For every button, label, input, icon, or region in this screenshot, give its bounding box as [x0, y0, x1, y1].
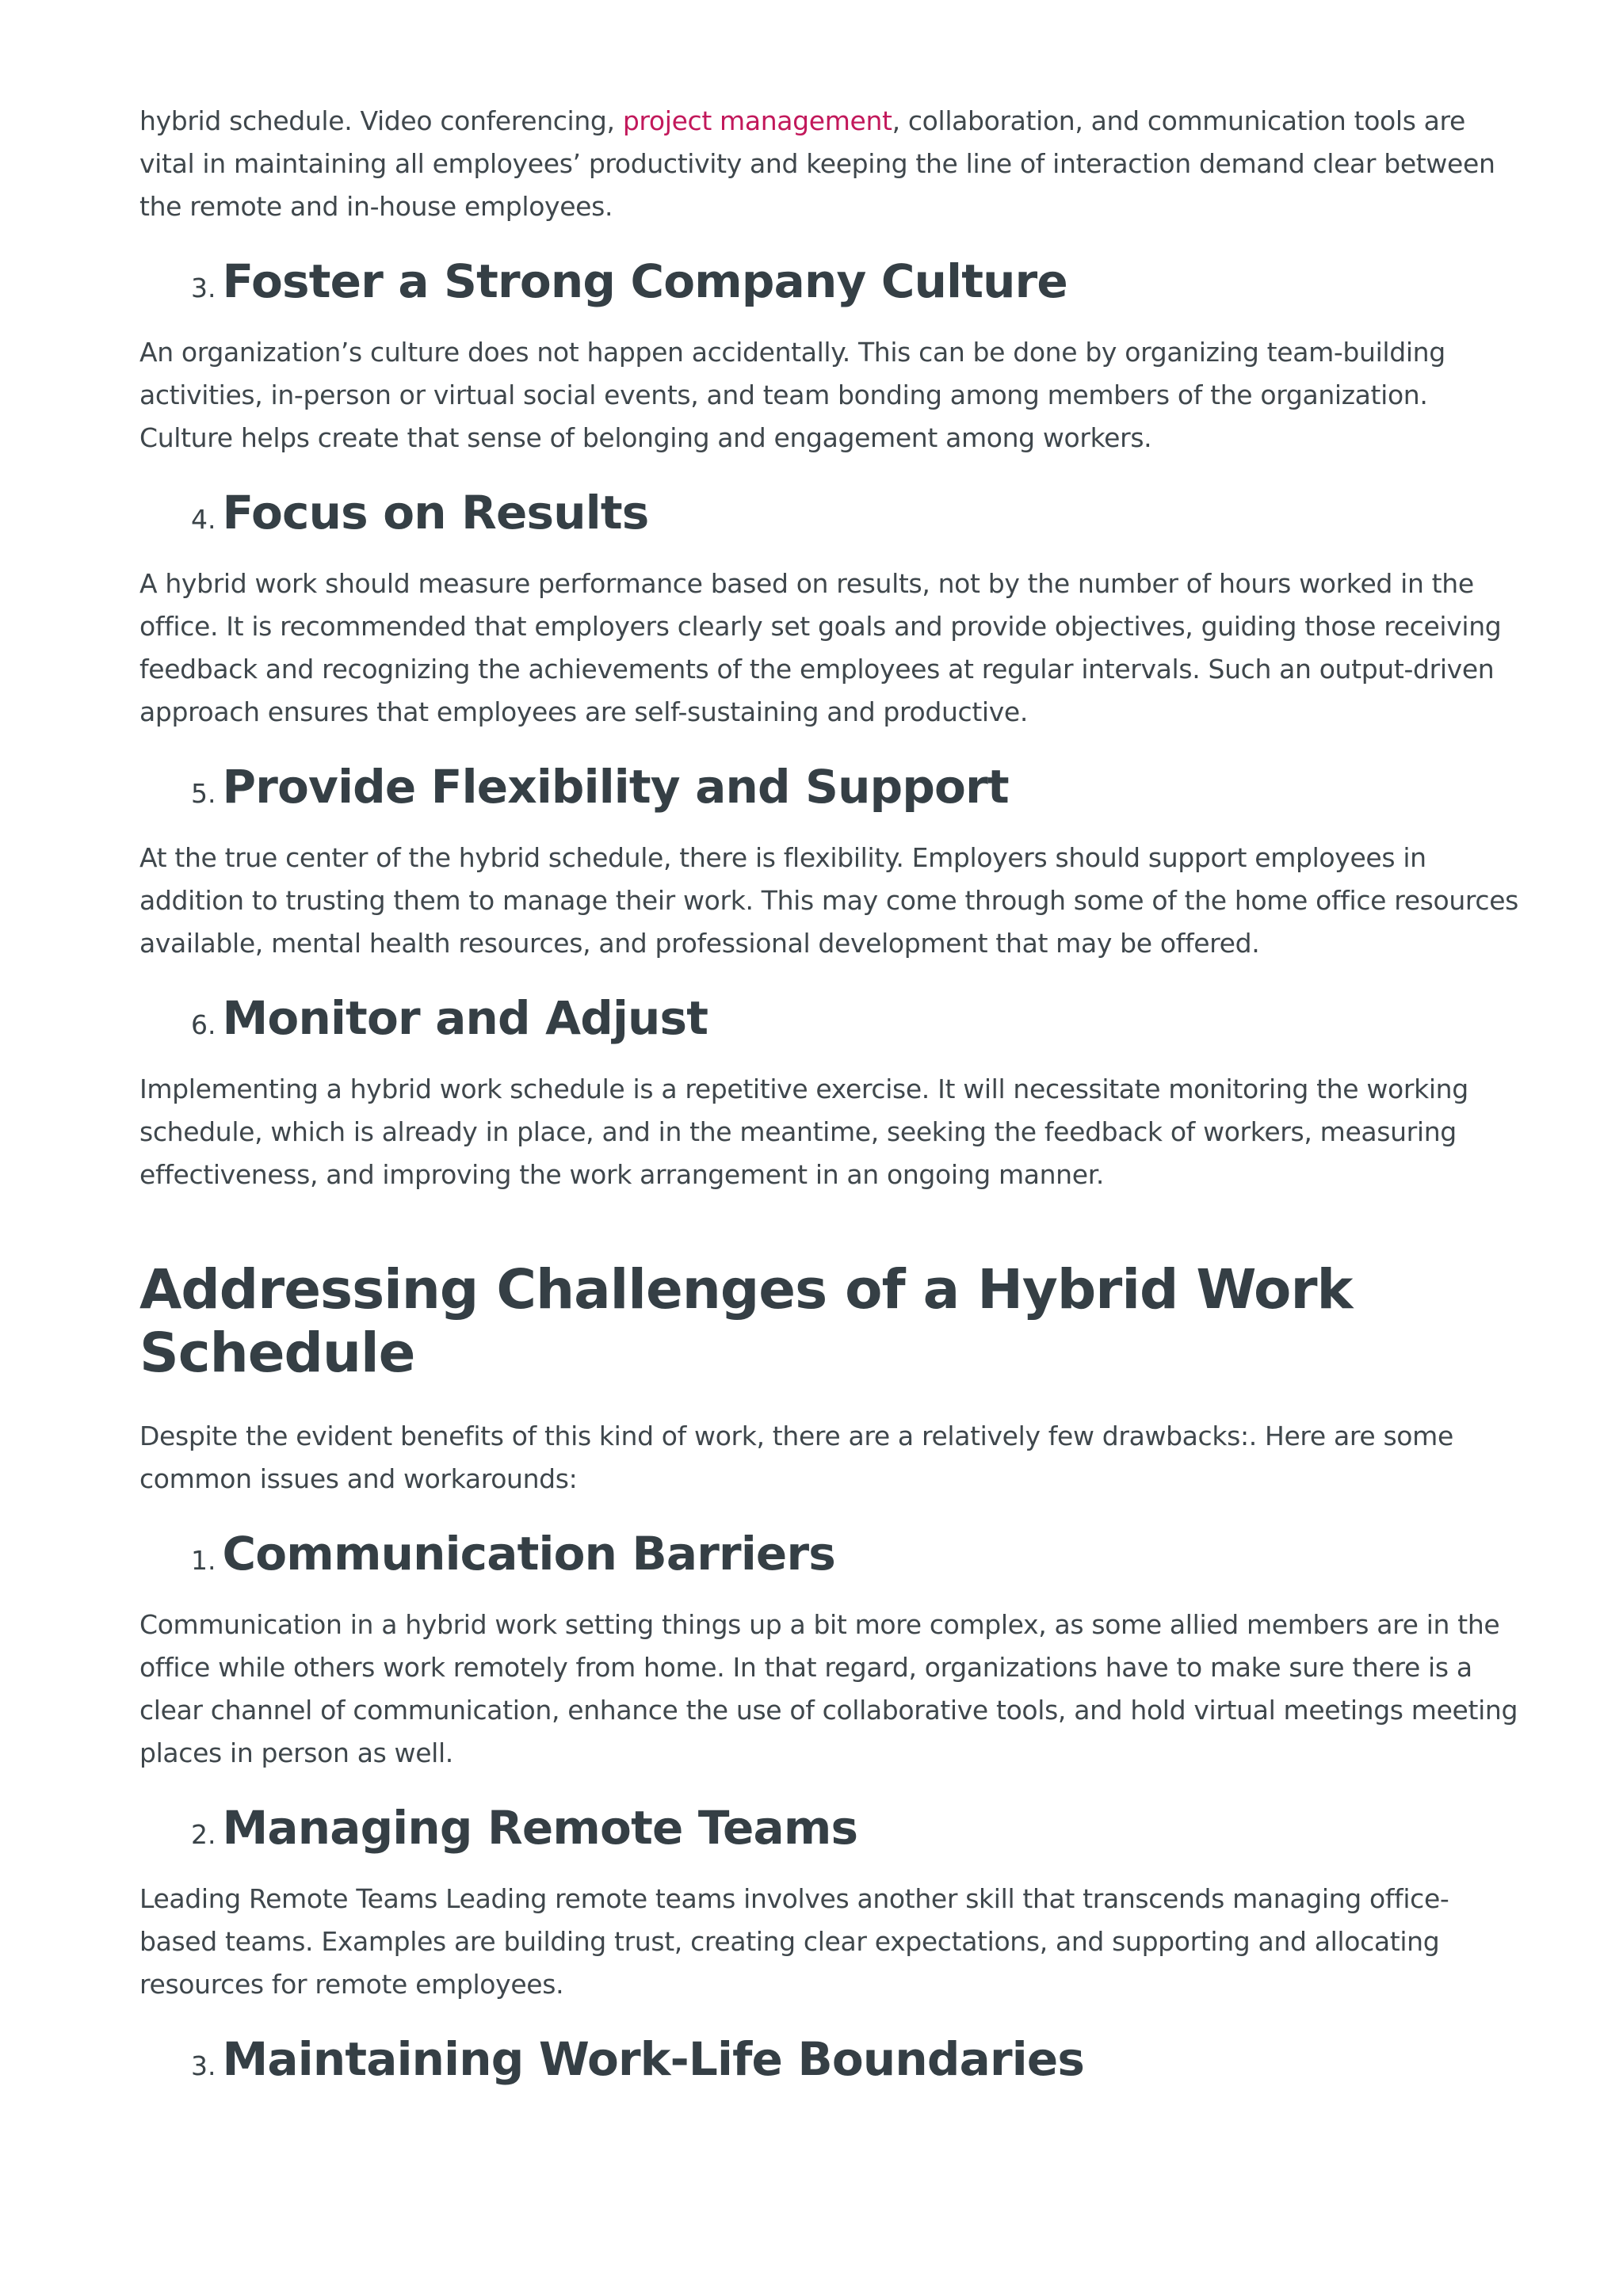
list-number: 4. [191, 504, 216, 535]
list-number: 1. [191, 1545, 216, 1576]
list-number: 3. [191, 2050, 216, 2081]
article-content [139, 100, 1518, 2109]
list-number: 2. [191, 1819, 216, 1850]
intro-text-before-link: hybrid schedule. Video conferencing, [139, 105, 623, 136]
section-paragraph: At the true center of the hybrid schedule, there is flexibility. Employers should support employees in addition to trusting them to manage their work. This may come through some of the home office resources available, mental health resources, and professional development that may be offered. [139, 842, 1519, 959]
list-number: 5. [191, 778, 216, 809]
section-heading [139, 486, 1518, 539]
section-paragraph: An organization’s culture does not happen accidentally. This can be done by organizing team-building activities, in-person or virtual social events, and team bonding among members of the organization. Culture helps create that sense of belonging and engagement among workers. [139, 337, 1445, 453]
heading-text: Focus on Results [222, 486, 649, 540]
challenge-heading [139, 2033, 1518, 2085]
challenge-heading [139, 1527, 1518, 1580]
section-heading [139, 761, 1518, 813]
heading-text: Communication Barriers [222, 1527, 835, 1581]
challenge-paragraph: Leading Remote Teams Leading remote teams involves another skill that transcends managing office-based teams. Examples are building trust, creating clear expectations, and supporting and allocating resources for remote employees. [139, 1883, 1449, 2000]
list-number: 3. [191, 273, 216, 303]
heading-text: Maintaining Work-Life Boundaries [222, 2032, 1085, 2086]
section-heading [139, 255, 1518, 307]
heading-text: Foster a Strong Company Culture [222, 254, 1067, 308]
section-paragraph: Implementing a hybrid work schedule is a repetitive exercise. It will necessitate monitoring the working schedule, which is already in place, and in the meantime, seeking the feedback of workers, measuring effectiveness, and improving the work arrangement in an ongoing manner. [139, 1074, 1468, 1190]
challenges-intro: Despite the evident benefits of this kind of work, there are a relatively few drawbacks:. Here are some common issues and workarounds: [139, 1421, 1453, 1494]
section-paragraph: A hybrid work should measure performance based on results, not by the number of hours worked in the office. It is recommended that employers clearly set goals and provide objectives, guiding those receiving feedback and recognizing the achievements of the employees at regular intervals. Such an output-driven approach ensures that employees are self-sustaining and productive. [139, 568, 1502, 727]
intro-text-after-link: , collaboration, and communication tools are vital in maintaining all employees’ productivity and keeping the line of interaction demand clear between the remote and in-house employees. [139, 105, 1495, 222]
heading-text: Managing Remote Teams [222, 1801, 858, 1855]
challenge-heading [139, 1802, 1518, 1854]
intro-paragraph [139, 100, 1518, 228]
project-management-link[interactable]: project management [622, 105, 892, 136]
heading-text: Monitor and Adjust [222, 991, 708, 1045]
challenge-paragraph: Communication in a hybrid work setting things up a bit more complex, as some allied members are in the office while others work remotely from home. In that regard, organizations have to make sure there is a clear channel of communication, enhance the use of collaborative tools, and hold virtual meetings meeting places in person as well. [139, 1609, 1518, 1768]
heading-text: Provide Flexibility and Support [222, 760, 1009, 814]
section-heading [139, 992, 1518, 1044]
challenges-heading: Addressing Challenges of a Hybrid Work Schedule [139, 1258, 1353, 1385]
list-number: 6. [191, 1009, 216, 1040]
